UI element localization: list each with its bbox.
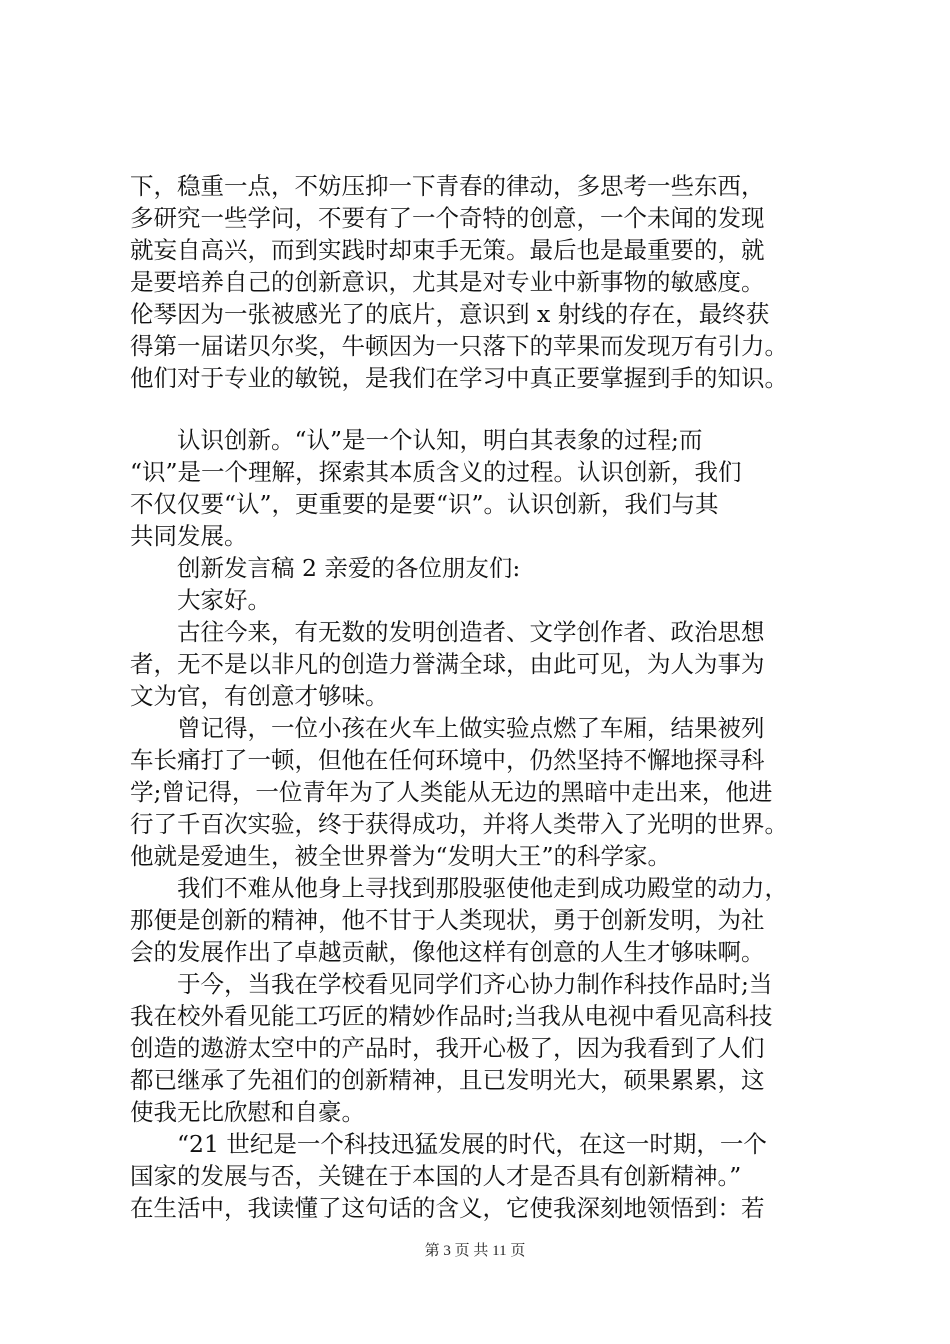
text-line: 是要培养自己的创新意识，尤其是对专业中新事物的敏感度。 (130, 268, 765, 296)
text-line: 国家的发展与否，关键在于本国的人才是否具有创新精神。” (130, 1162, 742, 1190)
text-line: 认识创新。“认”是一个认知，明白其表象的过程;而 (130, 426, 703, 454)
text-line: 在生活中，我读懂了这句话的含义，它使我深刻地领悟到：若 (130, 1194, 765, 1222)
text-line: 古往今来，有无数的发明创造者、文学创作者、政治思想 (130, 618, 765, 646)
text-line: 使我无比欣慰和自豪。 (130, 1098, 365, 1126)
text-line: 伦琴因为一张被感光了的底片，意识到 x 射线的存在，最终获 (130, 300, 770, 328)
text-line: 他们对于专业的敏锐，是我们在学习中真正要掌握到手的知识。 (130, 364, 788, 392)
text-line: “21 世纪是一个科技迅猛发展的时代，在这一时期，一个 (130, 1130, 767, 1158)
text-line: 学;曾记得，一位青年为了人类能从无边的黑暗中走出来，他进 (130, 778, 773, 806)
text-line: 创造的遨游太空中的产品时，我开心极了，因为我看到了人们 (130, 1034, 765, 1062)
text-line: 会的发展作出了卓越贡献，像他这样有创意的人生才够味啊。 (130, 938, 765, 966)
text-line: 下，稳重一点，不妨压抑一下青春的律动，多思考一些东西， (130, 172, 765, 200)
text-line: 行了千百次实验，终于获得成功，并将人类带入了光明的世界。 (130, 810, 788, 838)
text-line: 得第一届诺贝尔奖，牛顿因为一只落下的苹果而发现万有引力。 (130, 332, 788, 360)
text-line: 者，无不是以非凡的创造力誉满全球，由此可见，为人为事为 (130, 650, 765, 678)
page-footer: 第 3 页 共 11 页 (424, 1243, 526, 1259)
paragraph-gap (130, 394, 830, 424)
text-line: 于今，当我在学校看见同学们齐心协力制作科技作品时;当 (130, 970, 773, 998)
document-body (130, 170, 830, 1224)
text-line: 不仅仅要“认”，更重要的是要“识”。认识创新，我们与其 (130, 490, 719, 518)
text-line: “识”是一个理解，探索其本质含义的过程。认识创新，我们 (130, 458, 742, 486)
text-line: 曾记得，一位小孩在火车上做实验点燃了车厢，结果被列 (130, 714, 765, 742)
text-line: 大家好。 (130, 586, 271, 614)
text-line: 都已继承了先祖们的创新精神，且已发明光大，硕果累累，这 (130, 1066, 765, 1094)
text-line: 文为官，有创意才够味。 (130, 682, 389, 710)
text-line: 车长痛打了一顿，但他在任何环境中，仍然坚持不懈地探寻科 (130, 746, 765, 774)
text-line: 共同发展。 (130, 522, 248, 550)
text-line: 创新发言稿 2 亲爱的各位朋友们: (130, 554, 521, 582)
text-line: 多研究一些学问，不要有了一个奇特的创意，一个未闻的发现 (130, 204, 765, 232)
text-line: 那便是创新的精神，他不甘于人类现状，勇于创新发明，为社 (130, 906, 765, 934)
text-line: 就妄自高兴，而到实践时却束手无策。最后也是最重要的，就 (130, 236, 765, 264)
text-line: 我在校外看见能工巧匠的精妙作品时;当我从电视中看见高科技 (130, 1002, 773, 1030)
text-line: 他就是爱迪生，被全世界誉为“发明大王”的科学家。 (130, 842, 672, 870)
text-line: 我们不难从他身上寻找到那股驱使他走到成功殿堂的动力， (130, 874, 788, 902)
